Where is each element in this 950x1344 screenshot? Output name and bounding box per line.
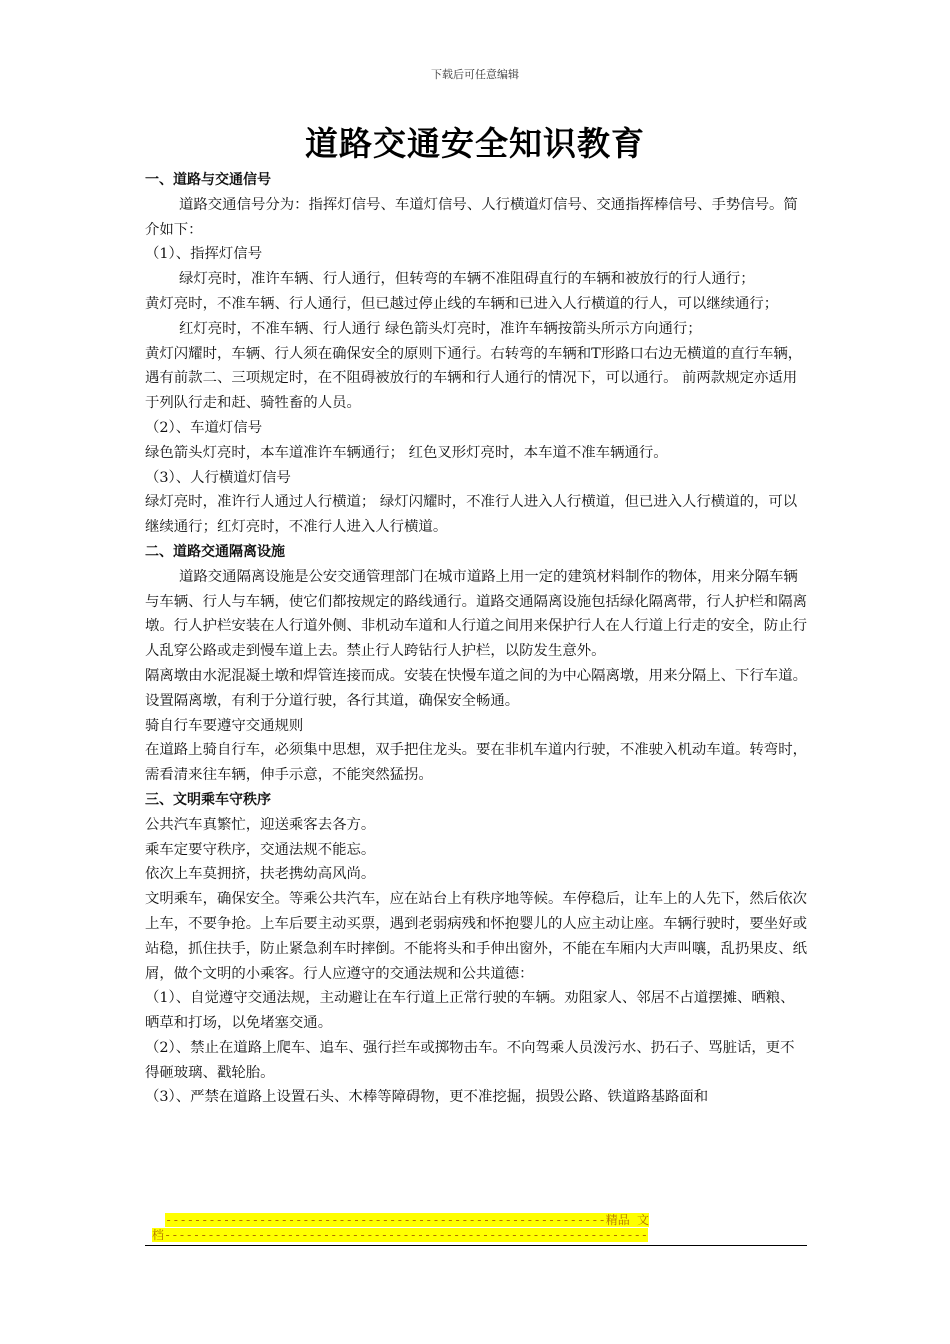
paragraph: 红灯亮时，不准车辆、行人通行 绿色箭头灯亮时，准许车辆按箭头所示方向通行； — [179, 320, 702, 337]
subheading: （1）、指挥灯信号 — [145, 246, 263, 263]
subheading: （3）、人行横道灯信号 — [145, 469, 291, 486]
list-item: （3）、严禁在道路上设置石头、木棒等障碍物，更不准挖掘，损毁公路、铁道路基路面和 — [145, 1089, 709, 1106]
verse-line: 公共汽车真繁忙，迎送乘客去各方。 — [145, 816, 376, 833]
section-heading: 一、道路与交通信号 — [145, 172, 271, 188]
section-heading: 二、道路交通隔离设施 — [145, 543, 285, 560]
paragraph: 绿灯亮时，准许行人通过人行横道； 绿灯闪耀时，不准行人进入人行横道，但已进入人行横道的，可以继续通行；红灯亮时，不准行人进入人行横道。 — [145, 494, 798, 536]
paragraph: 道路交通隔离设施是公安交通管理部门在城市道路上用一定的建筑材料制作的物体，用来分隔车辆与车辆、行人与车辆，使它们都按规定的路线通行。道路交通隔离设施包括绿化隔离带，行人护栏和隔离墩。行人护栏安装在人行道外侧、非机动车道和人行道之间用来保护行人在人行道上行走的安全，防止行人乱穿公路或走到慢车道上去。禁止行人跨钻行人护栏，以防发生意外。 — [145, 568, 807, 660]
paragraph: 绿灯亮时，准许车辆、行人通行，但转弯的车辆不准阻碍直行的车辆和被放行的行人通行； — [179, 271, 755, 288]
paragraph: 文明乘车，确保安全。等乘公共汽车，应在站台上有秩序地等候。车停稳后，让车上的人先下，然后依次上车，不要争抢。上车后要主动买票，遇到老弱病残和怀抱婴儿的人应主动让座。车辆行驶时，要坐好或站稳，抓住扶手，防止紧急刹车时摔倒。不能将头和手伸出窗外，不能在车厢内大声叫嚷，乱扔果皮、纸屑，做个文明的小乘客。行人应遵守的交通法规和公共道德： — [145, 891, 807, 982]
list-item: （1）、自觉遵守交通法规，主动避让在车行道上正常行驶的车辆。劝阻家人、邻居不占道摆摊、晒粮、晒草和打场，以免堵塞交通。 — [145, 990, 795, 1032]
footer-watermark-line-2 — [145, 1227, 655, 1243]
paragraph: 绿色箭头灯亮时，本车道准许车辆通行； 红色叉形灯亮时，本车道不准车辆通行。 — [145, 444, 668, 461]
document-body — [145, 168, 807, 1110]
footer-divider — [145, 1245, 807, 1246]
list-item: （2）、禁止在道路上爬车、追车、强行拦车或掷物击车。不向驾乘人员泼污水、扔石子、骂脏话，更不得砸玻璃、戳轮胎。 — [145, 1039, 795, 1081]
paragraph: 在道路上骑自行车，必须集中思想，双手把住龙头。要在非机车道内行驶，不准驶入机动车道。转弯时，需看清来往车辆，伸手示意，不能突然猛拐。 — [145, 742, 807, 784]
paragraph: 隔离墩由水泥混凝土墩和焊管连接而成。安装在快慢车道之间的为中心隔离墩，用来分隔上、下行车道。设置隔离墩，有利于分道行驶，各行其道，确保安全畅通。 — [145, 667, 807, 709]
section-heading: 三、文明乘车守秩序 — [145, 791, 271, 808]
paragraph: 黄灯闪耀时，车辆、行人须在确保安全的原则下通行。右转弯的车辆和T形路口右边无横道的直行车辆，遇有前款二、三项规定时，在不阻碍被放行的车辆和行人通行的情况下，可以通行。 前两款规定亦适用于列队行走和赶、骑牲畜的人员。 — [145, 345, 803, 412]
paragraph: 道路交通信号分为：指挥灯信号、车道灯信号、人行横道灯信号、交通指挥棒信号、手势信号。简介如下： — [145, 196, 798, 238]
page-title: 道路交通安全知识教育 — [305, 124, 645, 163]
header-note: 下载后可任意编辑 — [431, 68, 519, 81]
footer-text-1: -------------------------------------------------------------精品 文 — [165, 1213, 649, 1227]
paragraph: 骑自行车要遵守交通规则 — [145, 717, 304, 734]
verse-line: 依次上车莫拥挤，扶老携幼高风尚。 — [145, 866, 376, 883]
footer-watermark-line-1 — [157, 1212, 657, 1228]
footer-text-2: 档------------------------------------------------------------------- — [151, 1228, 649, 1242]
verse-line: 乘车定要守秩序，交通法规不能忘。 — [145, 841, 376, 858]
paragraph: 黄灯亮时，不准车辆、行人通行，但已越过停止线的车辆和已进入人行横道的行人，可以继续通行； — [145, 295, 779, 312]
subheading: （2）、车道灯信号 — [145, 419, 263, 436]
